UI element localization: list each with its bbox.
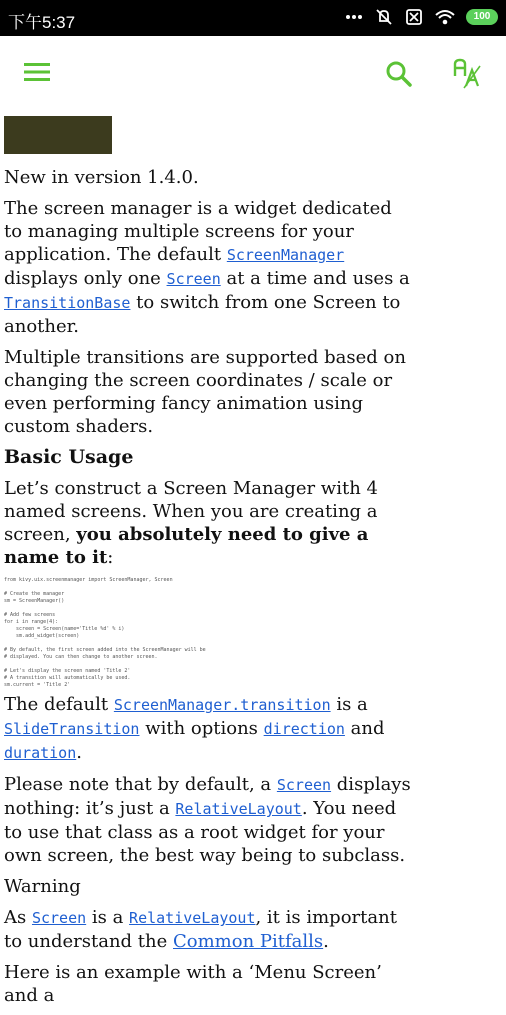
screenmanager-transition-link[interactable]: ScreenManager.transition <box>113 696 331 714</box>
screen-link[interactable]: Screen <box>166 270 221 288</box>
font-size-icon[interactable] <box>452 58 482 90</box>
app-bar <box>0 36 506 110</box>
status-time: 下午5:37 <box>8 13 76 32</box>
menu-icon[interactable] <box>24 60 52 84</box>
version-note: New in version 1.4.0. <box>4 167 199 188</box>
battery-icon: 100 <box>466 9 498 25</box>
warning-title: Warning <box>4 876 81 897</box>
relativelayout-link-2[interactable]: RelativeLayout <box>129 909 256 927</box>
mute-icon <box>374 7 394 27</box>
wifi-icon <box>434 7 456 27</box>
transitions-paragraph: Multiple transitions are supported based on changing the screen coordinates / scale or even performing fancy animation using custom shaders. <box>4 347 406 437</box>
default-transition-paragraph: The default ScreenManager.transition is a SlideTransition with options direction and duration. <box>4 694 385 763</box>
direction-link[interactable]: direction <box>263 720 345 738</box>
dots-icon <box>344 7 364 27</box>
name-requirement: you absolutely need to give a name to it <box>4 524 369 568</box>
sim-icon <box>404 7 424 27</box>
search-icon[interactable] <box>385 60 413 88</box>
common-pitfalls-link[interactable]: Common Pitfalls <box>173 931 324 952</box>
doc-content <box>4 166 414 1015</box>
status-bar <box>0 0 506 36</box>
slidetransition-link[interactable]: SlideTransition <box>4 720 140 738</box>
intro-paragraph: The screen manager is a widget dedicated to managing multiple screens for your application. The default ScreenManager displays only one Screen at a time and uses a TransitionBase to switch from one Screen to another. <box>4 198 410 337</box>
screen-nothing-paragraph: Please note that by default, a Screen displays nothing: it’s just a RelativeLayout. You need to use that class as a root widget for your own screen, the best way being to subclass. <box>4 774 411 866</box>
transitionbase-link[interactable]: TransitionBase <box>4 294 131 312</box>
example-paragraph: Here is an example with a ‘Menu Screen’ and a <box>4 962 382 1006</box>
construct-paragraph: Let’s construct a Screen Manager with 4 named screens. When you are creating a screen, you absolutely need to give a name to it: <box>4 478 378 568</box>
relativelayout-link[interactable]: RelativeLayout <box>175 800 302 818</box>
duration-link[interactable]: duration <box>4 744 77 762</box>
doc-banner-image <box>4 116 112 154</box>
code-example: from kivy.uix.screenmanager import ScreenManager, Screen # Create the manager sm = ScreenManager() # Add few screens for i in range(4): screen = Screen(name='Title %d' % i) sm.add_widget(screen) # By default, the first screen added into the ScreenManager will be # displayed. You can then change to another screen. # Let's display the screen named 'Title 2' # A transition will automatically be used. sm.current = 'Title 2' <box>4 577 206 688</box>
warning-paragraph: As Screen is a RelativeLayout, it is important to understand the Common Pitfalls. <box>4 907 397 952</box>
status-icons <box>344 7 498 27</box>
screenmanager-link[interactable]: ScreenManager <box>226 246 345 264</box>
screen-link-3[interactable]: Screen <box>31 909 87 927</box>
basic-usage-heading: Basic Usage <box>4 446 134 468</box>
screen-link-2[interactable]: Screen <box>276 776 332 794</box>
